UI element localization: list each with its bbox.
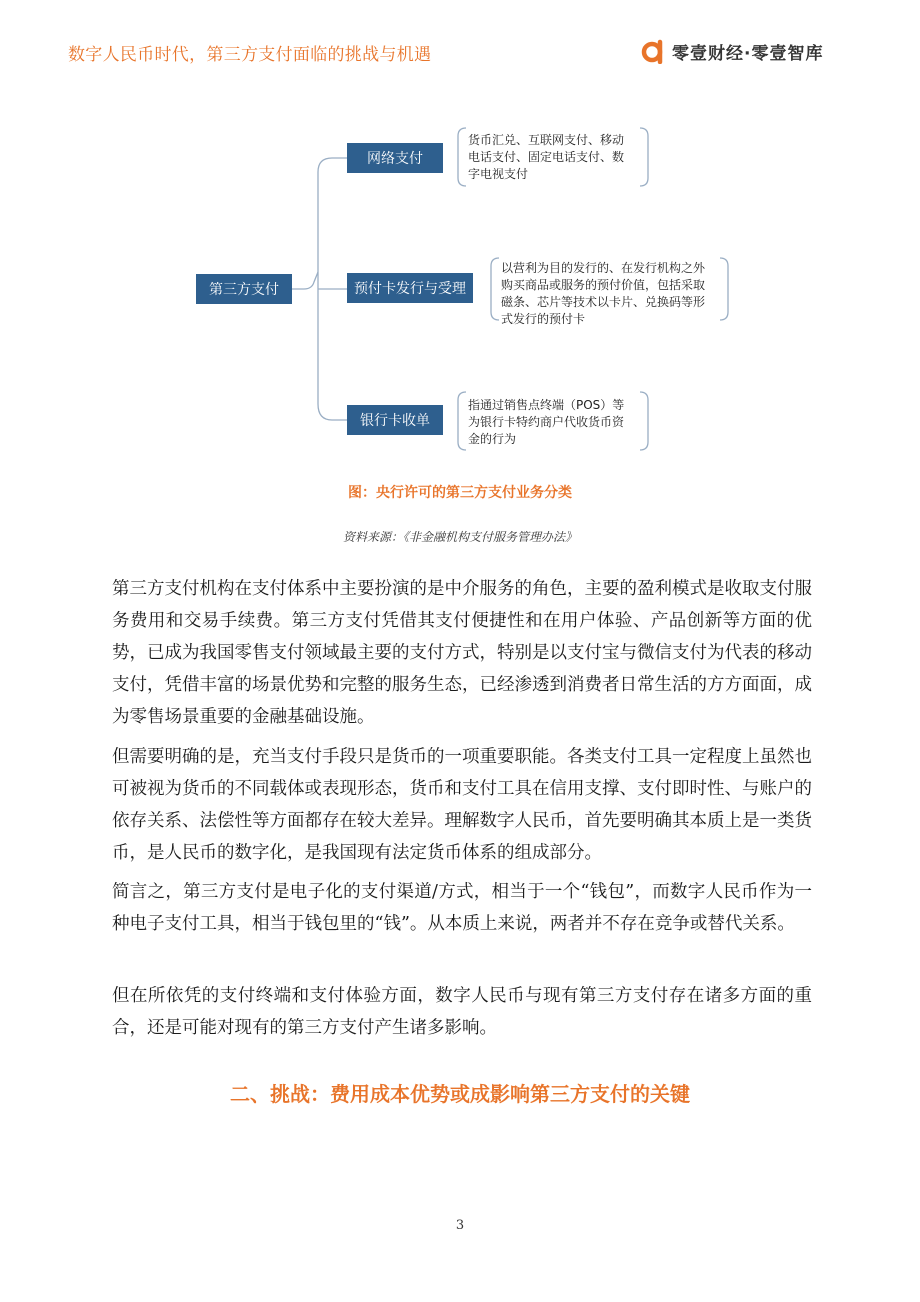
figure-caption: 图：央行许可的第三方支付业务分类 (348, 485, 572, 501)
desc-line: 金的行为 (468, 432, 517, 446)
branch-node-bank-card-acquiring: 银行卡收单 (347, 405, 443, 435)
business-classification-diagram (0, 0, 920, 470)
page-number: 3 (455, 1218, 465, 1233)
header-title: 数字人民币时代，第三方支付面临的挑战与机遇 (68, 45, 432, 65)
connector-root (292, 272, 318, 289)
branch-desc-network-payment (460, 126, 650, 189)
desc-line: 为银行卡特约商户代收货币资 (468, 415, 625, 429)
desc-line: 字电视支付 (468, 167, 529, 181)
paragraph-4: 但在所依凭的支付终端和支付体验方面，数字人民币与现有第三方支付存在诸多方面的重合，还是可能对现有的第三方支付产生诸多影响。 (112, 986, 812, 1038)
desc-line: 货币汇兑、互联网支付、移动 (468, 133, 625, 147)
desc-line: 购买商品或服务的预付价值，包括采取 (501, 278, 706, 292)
desc-line: 以营利为目的发行的、在发行机构之外 (501, 261, 706, 275)
paragraph-3: 简言之，第三方支付是电子化的支付渠道/方式，相当于一个“钱包”，而数字人民币作为一种电子支付工具，相当于钱包里的“钱”。从本质上来说，两者并不存在竞争或替代关系。 (112, 882, 812, 934)
desc-line: 指通过销售点终端（POS）等 (468, 398, 625, 412)
branch-desc-bank-card-acquiring (460, 391, 650, 454)
desc-line: 电话支付、固定电话支付、数 (468, 150, 625, 164)
desc-line: 磁条、芯片等技术以卡片、兑换码等形 (501, 295, 706, 309)
brand-name: 零壹财经·零壹智库 (672, 43, 824, 64)
branch-node-network-payment: 网络支付 (347, 143, 443, 173)
connector-trunk (318, 158, 347, 420)
figure-source: 资料来源：《非金融机构支付服务管理办法》 (342, 530, 577, 544)
branch-desc-prepaid-card (493, 254, 733, 334)
section-heading: 二、挑战：费用成本优势或成影响第三方支付的关键 (230, 1082, 690, 1106)
paragraph-2: 但需要明确的是，充当支付手段只是货币的一项重要职能。各类支付工具一定程度上虽然也可被视为货币的不同载体或表现形态，货币和支付工具在信用支撑、支付即时性、与账户的依存关系、法偿性等方面都存在较大差异。理解数字人民币，首先要明确其本质上是一类货币，是人民币的数字化，是我国现有法定货币体系的组成部分。 (112, 747, 812, 863)
paragraph-1: 第三方支付机构在支付体系中主要扮演的是中介服务的角色，主要的盈利模式是收取支付服务费用和交易手续费。第三方支付凭借其支付便捷性和在用户体验、产品创新等方面的优势，已成为我国零售支付领域最主要的支付方式，特别是以支付宝与微信支付为代表的移动支付，凭借丰富的场景优势和完整的服务生态，已经渗透到消费者日常生活的方方面面，成为零售场景重要的金融基础设施。 (112, 579, 812, 727)
desc-line: 式发行的预付卡 (501, 312, 586, 326)
root-node: 第三方支付 (196, 274, 292, 304)
branch-node-prepaid-card: 预付卡发行与受理 (347, 273, 473, 303)
